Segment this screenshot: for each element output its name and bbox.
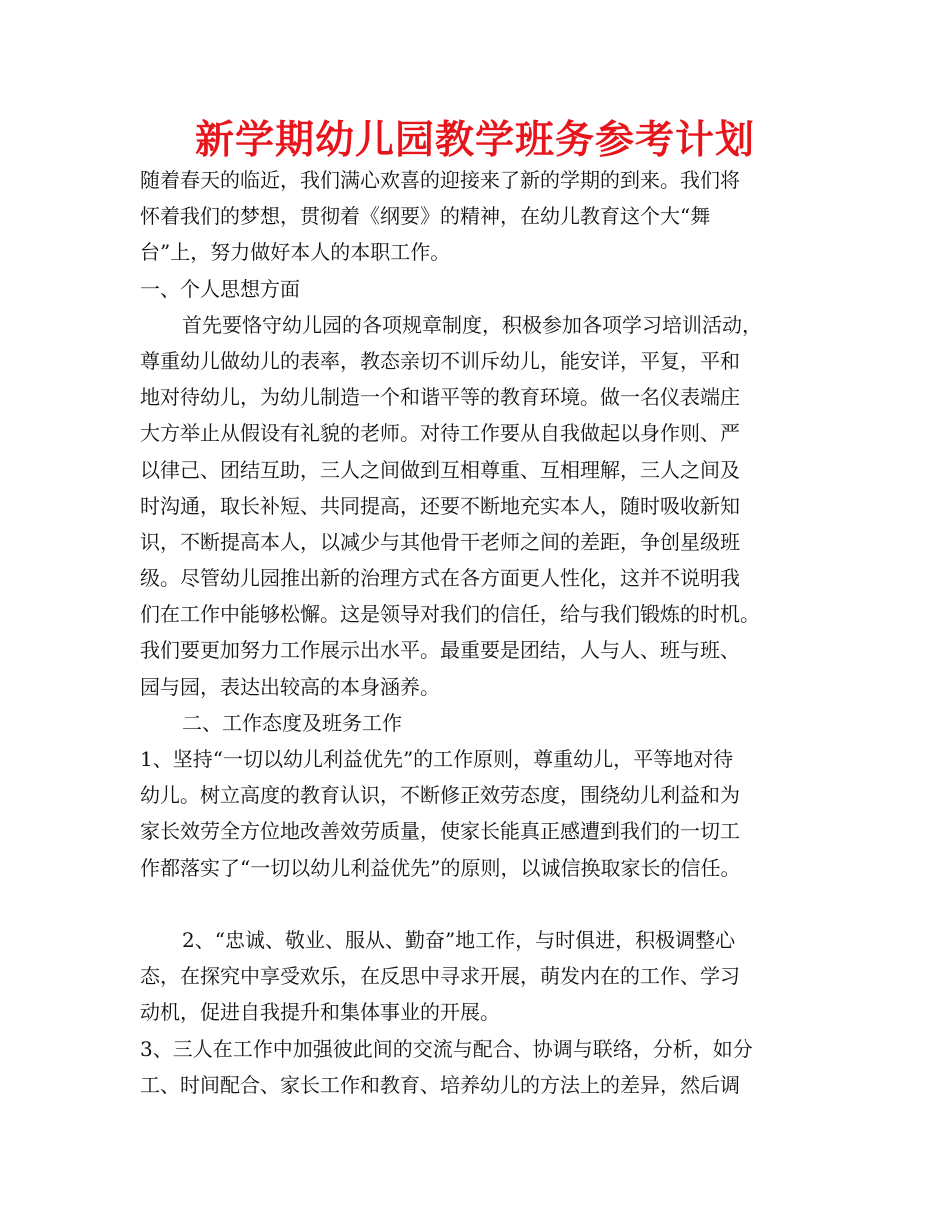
paragraph-line: 们在工作中能够松懈。这是领导对我们的信任，给与我们锻炼的时机。: [140, 602, 760, 627]
paragraph-line: 台”上，努力做好本人的本职工作。: [140, 240, 451, 265]
paragraph-line: 尊重幼儿做幼儿的表率，教态亲切不训斥幼儿，能安详，平复，平和: [140, 348, 740, 373]
paragraph-line: 时沟通，取长补短、共同提高，还要不断地充实本人，随时吸收新知: [140, 493, 740, 518]
document-body: [140, 162, 840, 1103]
blank-line: [140, 886, 840, 922]
section-heading: 一、个人思想方面: [140, 276, 300, 301]
section-heading: 二、工作态度及班务工作: [182, 710, 402, 735]
paragraph-line: 怀着我们的梦想，贯彻着《纲要》的精神，在幼儿教育这个大“舞: [140, 204, 711, 229]
document-title: 新学期幼儿园教学班务参考计划: [194, 118, 755, 163]
paragraph-line: 随着春天的临近，我们满心欢喜的迎接来了新的学期的到来。我们将: [140, 168, 740, 192]
paragraph-line: 2、“忠诚、敬业、服从、勤奋”地工作，与时俱进，积极调整心: [182, 927, 736, 952]
paragraph-line: 首先要恪守幼儿园的各项规章制度，积极参加各项学习培训活动，: [182, 312, 762, 337]
paragraph-line: 作都落实了“一切以幼儿利益优先”的原则，以诚信换取家长的信任。: [140, 855, 741, 880]
paragraph-line: 园与园，表达出较高的本身涵养。: [140, 674, 440, 699]
paragraph-line: 级。尽管幼儿园推出新的治理方式在各方面更人性化，这并不说明我: [140, 566, 740, 591]
paragraph-line: 1、坚持“一切以幼儿利益优先”的工作原则，尊重幼儿，平等地对待: [140, 747, 734, 771]
paragraph-line: 识，不断提高本人，以减少与其他骨干老师之间的差距，争创星级班: [140, 529, 740, 554]
paragraph-line: 动机，促进自我提升和集体事业的开展。: [140, 1000, 500, 1025]
paragraph-line: 大方举止从假设有礼貌的老师。对待工作要从自我做起以身作则、严: [140, 421, 740, 446]
paragraph-line: 地对待幼儿，为幼儿制造一个和谐平等的教育环境。做一名仪表端庄: [140, 385, 740, 410]
paragraph-line: 工、时间配合、家长工作和教育、培养幼儿的方法上的差异，然后调: [140, 1072, 740, 1097]
paragraph-line: 以律己、团结互助，三人之间做到互相尊重、互相理解，三人之间及: [140, 457, 740, 482]
paragraph-line: 家长效劳全方位地改善效劳质量，使家长能真正感遭到我们的一切工: [140, 819, 740, 844]
paragraph-line: 态，在探究中享受欢乐，在反思中寻求开展，萌发内在的工作、学习: [140, 964, 740, 989]
paragraph-line: 幼儿。树立高度的教育认识，不断修正效劳态度，围绕幼儿利益和为: [140, 783, 740, 808]
paragraph-line: 3、三人在工作中加强彼此间的交流与配合、协调与联络，分析，如分: [140, 1036, 753, 1061]
paragraph-line: 我们要更加努力工作展示出水平。最重要是团结，人与人、班与班、: [140, 638, 740, 663]
